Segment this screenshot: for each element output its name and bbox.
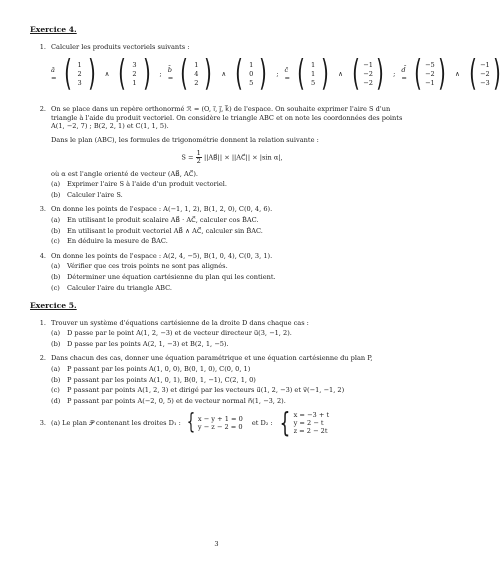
sub-text: En déduire la mesure de B̂AC.: [67, 237, 168, 246]
area-formula: [51, 150, 413, 165]
sub-text: Calculer l'aire du triangle ABC.: [67, 283, 173, 292]
sub-text: En utilisant le produit vectoriel AB⃗ ∧ AC⃗, calculer sin B̂AC.: [67, 226, 263, 235]
cross-product-row: [51, 53, 504, 95]
subquestion: [51, 191, 413, 200]
sub-text: Déterminer une équation cartésienne du plan qui les contient.: [67, 272, 276, 281]
question-number: 4.: [39, 251, 46, 260]
sub-text: Calculer l'aire S.: [67, 190, 123, 199]
vector-name: c̄ =: [284, 65, 291, 83]
right-paren: ): [204, 53, 213, 95]
question-number: 2.: [39, 105, 46, 114]
ex5-question-1: [30, 319, 413, 349]
sub-label: (b): [51, 190, 61, 199]
sub-text: P passant par les points A(1, 0, 0), B(0, 1, 0), C(0, 0, 1): [67, 365, 251, 374]
subquestion: [51, 216, 413, 225]
question-text: Dans chacun des cas, donner une équation paramétrique et une équation cartésienne du plan P,: [51, 354, 373, 363]
sub-label: (b): [51, 339, 61, 348]
column-vector: [411, 53, 449, 95]
sub-text: D passe par les points A(2, 1, −3) et B(2, 1, −5).: [67, 339, 229, 348]
angle-definition: où α est l'angle orienté de vecteur (AB⃗, AC⃗).: [51, 169, 199, 178]
left-paren: (: [63, 53, 72, 95]
vector-name: b̄ =: [167, 65, 174, 83]
sub-label: (a): [51, 262, 61, 271]
page-number: 3: [214, 540, 219, 548]
vector-component: −2: [479, 69, 490, 78]
left-brace: {: [279, 406, 291, 440]
exercise-4-title: Exercice 4.: [30, 25, 77, 34]
vector-component: 2: [77, 69, 82, 78]
left-paren: (: [118, 53, 127, 95]
vector-component: 5: [249, 78, 254, 87]
ex4-question-2: [30, 105, 413, 199]
left-paren: (: [235, 53, 244, 95]
vector-component: 2: [132, 69, 137, 78]
vector-component: −2: [363, 78, 373, 87]
one-half-fraction: [196, 150, 202, 165]
vector-component: 2: [194, 78, 199, 87]
vector-components: [308, 61, 318, 88]
column-vector: [466, 53, 504, 95]
separator: ;: [393, 69, 396, 78]
question-number: 1.: [39, 42, 46, 51]
vector-component: 5: [311, 78, 316, 87]
line-d1-system: [184, 410, 243, 436]
separator: ;: [276, 69, 279, 78]
and-text: et D₂ :: [251, 419, 273, 428]
subquestion: [51, 365, 413, 374]
left-paren: (: [468, 53, 477, 95]
vector-component: 4: [194, 69, 199, 78]
ex4-question-4: [30, 252, 413, 292]
question-number: 1.: [39, 318, 46, 327]
right-paren: ): [492, 53, 501, 95]
plane-relation-text: Dans le plan (ABC), les formules de trigonométrie donnent la relation suivante :: [51, 135, 319, 144]
vector-component: −3: [479, 78, 490, 87]
question-text: (a) Le plan 𝒫 contenant les droites D₁ :: [51, 419, 181, 428]
vector-component: 1: [77, 60, 82, 69]
question-number: 3.: [39, 205, 46, 214]
sub-label: (a): [51, 365, 61, 374]
sub-text: Vérifier que ces trois points ne sont pas alignés.: [67, 262, 228, 271]
column-vector: [349, 53, 387, 95]
right-paren: ): [376, 53, 384, 95]
subquestion: [51, 376, 413, 385]
formula-right: ||AB⃗|| × ||AC⃗|| × |sin α|,: [203, 153, 283, 162]
vector-components: [191, 61, 201, 88]
sub-text: Exprimer l'aire S à l'aide d'un produit vectoriel.: [67, 180, 227, 189]
sub-label: (c): [51, 386, 60, 395]
vector-component: −1: [479, 60, 490, 69]
column-vector: [177, 53, 215, 95]
vector-component: −5: [425, 60, 435, 69]
vector-component: 0: [249, 69, 254, 78]
wedge-operator: ∧: [454, 69, 460, 78]
subquestion: [51, 329, 413, 338]
right-paren: ): [438, 53, 446, 95]
sub-text: En utilisant le produit scalaire AB⃗ · AC⃗, calculer cos B̂AC.: [67, 215, 259, 224]
vector-name: ā =: [51, 65, 57, 83]
vector-components: [130, 61, 140, 88]
left-paren: (: [352, 53, 360, 95]
sub-label: (c): [51, 283, 60, 292]
wedge-operator: ∧: [221, 69, 227, 78]
vector-components: [75, 61, 85, 88]
column-vector: [61, 53, 99, 95]
sub-text: D passe par le point A(1, 2, −3) et de vecteur directeur u⃗(3, −1, 2).: [67, 329, 292, 338]
vector-component: −2: [425, 69, 435, 78]
ex4-question-3: [30, 205, 413, 245]
right-paren: ): [321, 53, 330, 95]
sub-text: P passant par points A(1, 2, 3) et dirigé par les vecteurs u⃗(1, 2, −3) et v⃗(−1, −1, 2): [67, 386, 345, 395]
right-paren: ): [259, 53, 268, 95]
exercise-5-title: Exercice 5.: [30, 301, 77, 311]
subquestion: [51, 284, 413, 293]
question-text: On donne les points de l'espace : A(2, 4, −5), B(1, 0, 4), C(0, 3, 1).: [51, 251, 273, 260]
sub-label: (a): [51, 329, 61, 338]
subquestion: [51, 180, 413, 189]
subquestion: [51, 262, 413, 271]
vector-components: [480, 61, 490, 88]
vector-component: −1: [363, 60, 373, 69]
equation: x − y + 1 = 0: [197, 415, 243, 424]
subquestion: [51, 273, 413, 282]
subquestion: [51, 340, 413, 349]
vector-component: 1: [311, 60, 316, 69]
left-paren: (: [180, 53, 189, 95]
left-paren: (: [414, 53, 422, 95]
ex4-question-1: [30, 42, 501, 100]
vector-name: d̄ =: [401, 65, 407, 83]
vector-component: 1: [311, 69, 316, 78]
sub-text: P passant par les points A(1, 0, 1), B(0, 1, −1), C(2, 1, 0): [67, 375, 256, 384]
wedge-operator: ∧: [338, 69, 343, 78]
right-paren: ): [142, 53, 151, 95]
sub-label: (d): [51, 396, 61, 405]
left-paren: (: [297, 53, 305, 95]
sub-label: (c): [51, 237, 60, 246]
fraction-numerator: 1: [196, 148, 201, 157]
sub-label: (b): [51, 226, 61, 235]
sub-label: (a): [51, 215, 61, 224]
vector-component: −1: [425, 78, 435, 87]
sub-text: P passant par points A(−2, 0, 5) et de vecteur normal n⃗(1, −3, 2).: [67, 396, 286, 405]
question-text: On donne les points de l'espace : A(−1, 1, 2), B(1, 2, 0), C(0, 4, 6).: [51, 205, 273, 214]
separator: ;: [159, 69, 162, 78]
ex5-question-2: [30, 354, 413, 405]
line-d2-system: [276, 406, 330, 440]
subquestion: [51, 386, 413, 395]
column-vector: [232, 53, 270, 95]
wedge-operator: ∧: [104, 69, 110, 78]
sub-label: (a): [51, 180, 61, 189]
formula-left: S =: [181, 153, 194, 162]
vector-component: 1: [194, 60, 199, 69]
vector-component: 1: [249, 60, 254, 69]
vector-components: [246, 61, 256, 88]
question-number: 2.: [39, 354, 46, 363]
vector-component: 3: [132, 60, 137, 69]
vector-components: [363, 61, 373, 88]
vector-component: −2: [363, 69, 373, 78]
vector-component: 3: [77, 78, 82, 87]
right-paren: ): [87, 53, 96, 95]
vector-component: 1: [132, 78, 137, 87]
question-text: Trouver un système d'équations cartésienne de la droite D dans chaque cas :: [51, 318, 309, 327]
subquestion: [51, 227, 413, 236]
equation: x = −3 + t: [293, 411, 330, 420]
equation: z = 2 − 2t: [293, 427, 328, 436]
subquestion: [51, 237, 413, 246]
sub-label: (b): [51, 375, 61, 384]
equation: y = 2 − t: [293, 419, 324, 428]
question-number: 3.: [39, 419, 46, 428]
left-brace: {: [186, 410, 196, 436]
sub-label: (b): [51, 272, 61, 281]
column-vector: [294, 53, 332, 95]
question-text: Calculer les produits vectoriels suivants :: [51, 42, 190, 51]
subquestion: [51, 397, 413, 406]
question-text: On se place dans un repère orthonormé ℛ = (O, i⃗, j⃗, k⃗) de l'espace. On souhaite exprimer l'aire S d'un triangle à l'aide du produit vectoriel. On considère le triangle ABC et on note les coordonnées des points A(1, −2, 7) ; B(2, 2, 1) et C(1, 1, 5).: [51, 105, 403, 131]
vector-components: [425, 61, 435, 88]
ex5-question-3: [30, 406, 413, 440]
column-vector: [115, 53, 153, 95]
fraction-denominator: 2: [196, 156, 201, 165]
equation: y − z − 2 = 0: [197, 423, 243, 432]
